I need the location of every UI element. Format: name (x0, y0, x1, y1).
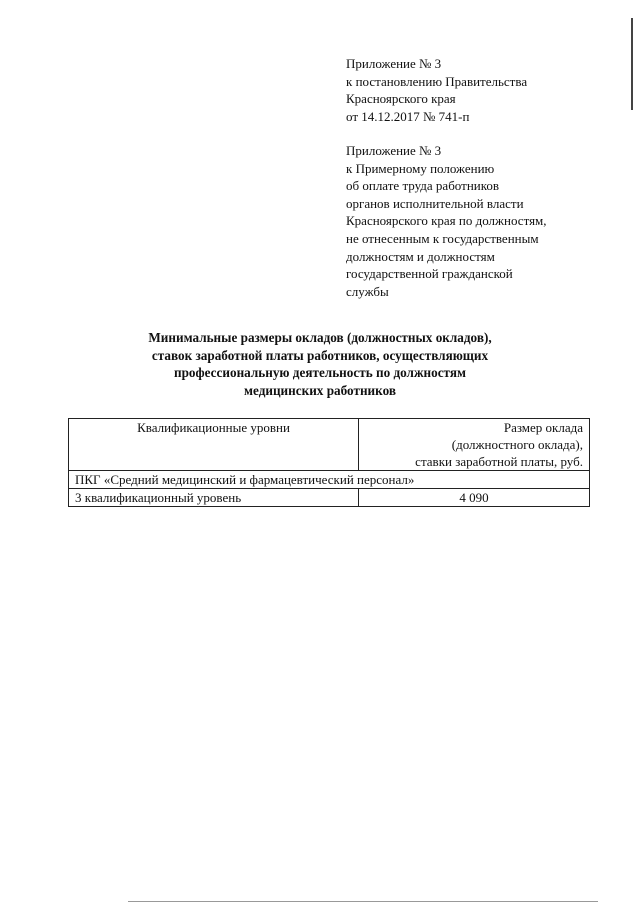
salary-table (68, 418, 590, 507)
appendix-note-line: Приложение № 3 (346, 56, 442, 71)
regulation-note-line: Приложение № 3 (346, 143, 442, 158)
header-levels-cell: Квалификационные уровни (69, 419, 359, 471)
title-line: медицинских работников (244, 382, 396, 398)
table-row (69, 489, 590, 507)
salary-cell: 4 090 (359, 489, 590, 507)
regulation-note-line: органов исполнительной власти (346, 195, 524, 211)
regulation-note (346, 142, 616, 300)
title-line: ставок заработной платы работников, осуществляющих (151, 347, 489, 363)
table-header-row (69, 419, 590, 471)
regulation-note-line: об оплате труда работников (346, 178, 500, 194)
document-title (100, 329, 540, 399)
regulation-note-line: не отнесенным к государственным (346, 230, 539, 246)
group-title-cell: ПКГ «Средний медицинский и фармацевтический персонал» (69, 471, 590, 489)
appendix-note-line: от 14.12.2017 № 741-п (346, 108, 470, 124)
appendix-note-line: Красноярского края (346, 91, 456, 107)
scan-bottom-edge (128, 901, 598, 902)
regulation-note-line: к Примерному положению (346, 160, 495, 176)
header-salary-line: Размер оклада (503, 420, 583, 435)
regulation-note-line: службы (346, 283, 389, 299)
appendix-note (346, 55, 616, 125)
group-row (69, 471, 590, 489)
regulation-note-line: Красноярского края по должностям, (346, 213, 547, 229)
regulation-note-line: государственной гражданской (346, 266, 513, 282)
scan-edge-mark (631, 18, 633, 110)
title-line: профессиональную деятельность по должностям (174, 365, 466, 380)
regulation-note-line: должностям и должностям (346, 248, 495, 264)
title-line: Минимальные размеры окладов (должностных окладов), (148, 330, 492, 345)
header-salary-line: (должностного оклада), (451, 437, 583, 452)
header-salary-line: ставки заработной платы, руб. (415, 454, 583, 469)
level-cell: 3 квалификационный уровень (69, 489, 359, 507)
appendix-note-line: к постановлению Правительства (346, 73, 528, 89)
header-salary-cell (359, 419, 590, 471)
